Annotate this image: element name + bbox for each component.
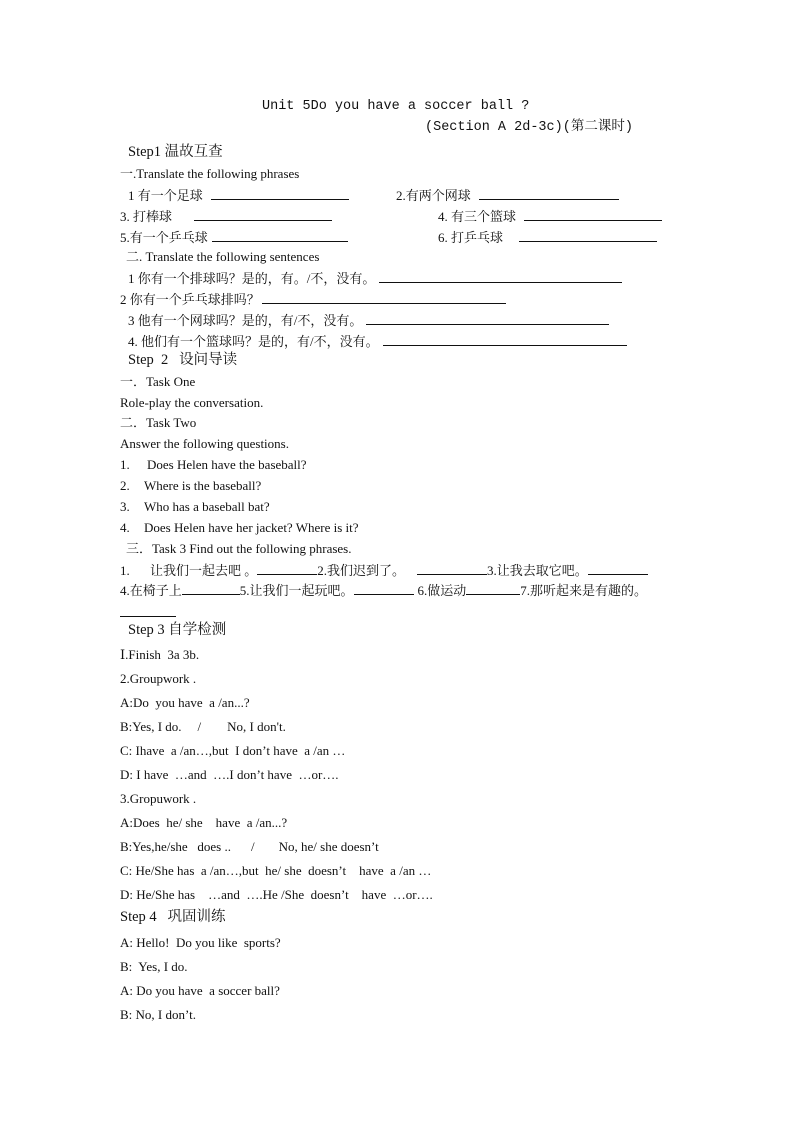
answer-blank[interactable]	[524, 207, 662, 221]
dialog1-line-b: B:Yes, I do. / No, I don't.	[120, 719, 286, 734]
phrase-item-3: 3. 打棒球	[120, 207, 332, 225]
task-three-label: 三．Task 3 Find out the following phrases.	[126, 541, 352, 556]
answer-blank[interactable]	[479, 186, 619, 200]
answer-blank[interactable]	[383, 332, 627, 346]
answer-blank-continuation[interactable]	[120, 616, 176, 617]
step3-item-3: 3.Gropuwork .	[120, 791, 197, 806]
answer-blank[interactable]	[417, 561, 487, 575]
task-three-line-1: 1. 让我们一起去吧 。 2.我们迟到了。 3.让我去取它吧。	[120, 561, 648, 579]
answer-blank[interactable]	[182, 581, 240, 595]
step3-heading: Step 3 自学检测	[128, 622, 227, 638]
sentences-instruction: 二. Translate the following sentences	[126, 249, 320, 264]
answer-blank[interactable]	[194, 207, 332, 221]
sentence-item-4: 4. 他们有一个篮球吗？是的，有/不，没有。	[128, 332, 627, 350]
task-one-text: Role-play the conversation.	[120, 395, 264, 410]
question-4: 4. Does Helen have her jacket? Where is it?	[120, 520, 359, 535]
answer-blank[interactable]	[366, 311, 609, 325]
dialog1-line-c: C: Ihave a /an…,but I don’t have a /an …	[120, 743, 346, 758]
unit-title: Unit 5Do you have a soccer ball ?	[262, 99, 530, 114]
step1-heading: Step1 温故互查	[128, 144, 223, 160]
dialog1-line-d: D: I have …and ….I don’t have …or….	[120, 767, 339, 782]
sentence-item-1: 1 你有一个排球吗？是的，有。/不，没有。	[128, 269, 622, 287]
answer-blank[interactable]	[466, 581, 520, 595]
question-1: 1. Does Helen have the baseball?	[120, 457, 307, 472]
phrases-instruction: 一.Translate the following phrases	[120, 166, 300, 181]
dialog2-line-b: B:Yes,he/she does .. / No, he/ she doesn’t	[120, 839, 379, 854]
answer-blank[interactable]	[519, 228, 657, 242]
task-two-intro: Answer the following questions.	[120, 436, 289, 451]
step4-heading: Step 4 巩固训练	[120, 909, 226, 925]
question-3: 3. Who has a baseball bat?	[120, 499, 270, 514]
phrase-item-2: 2.有两个网球	[396, 186, 619, 204]
step2-heading: Step 2 设问导读	[128, 352, 238, 368]
dialog2-line-c: C: He/She has a /an…,but he/ she doesn’t have a /an …	[120, 863, 432, 878]
sentence-item-3: 3 他有一个网球吗？是的，有/不，没有。	[128, 311, 609, 329]
dialog2-line-a: A:Does he/ she have a /an...?	[120, 815, 288, 830]
step4-line-3: A: Do you have a soccer ball?	[120, 983, 280, 998]
phrase-item-1: 1 有一个足球	[128, 186, 349, 204]
step4-line-4: B: No, I don’t.	[120, 1007, 196, 1022]
step3-item-2: 2.Groupwork .	[120, 671, 197, 686]
answer-blank[interactable]	[262, 290, 506, 304]
answer-blank[interactable]	[354, 581, 414, 595]
question-2: 2. Where is the baseball?	[120, 478, 262, 493]
dialog2-line-d: D: He/She has …and ….He /She doesn’t have …or….	[120, 887, 433, 902]
phrase-item-6: 6. 打乒乓球	[438, 228, 657, 246]
sentence-item-2: 2 你有一个乒乓球排吗？	[120, 290, 506, 308]
task-three-line-2: 4.在椅子上 5.让我们一起玩吧。 6.做运动 7.那听起来是有趣的。	[120, 583, 648, 598]
step4-line-1: A: Hello! Do you like sports?	[120, 935, 281, 950]
section-subtitle: (Section A 2d-3c)(第二课时)	[425, 120, 633, 135]
step4-line-2: B: Yes, I do.	[120, 959, 188, 974]
task-one-label: 一．Task One	[120, 374, 196, 389]
phrase-item-5: 5.有一个乒乓球	[120, 228, 348, 246]
answer-blank[interactable]	[257, 561, 317, 575]
answer-blank[interactable]	[212, 228, 348, 242]
answer-blank[interactable]	[588, 561, 648, 575]
task-two-label: 二．Task Two	[120, 415, 197, 430]
dialog1-line-a: A:Do you have a /an...?	[120, 695, 250, 710]
answer-blank[interactable]	[211, 186, 349, 200]
step3-item-1: Ⅰ.Finish 3a 3b.	[120, 647, 200, 662]
phrase-item-4: 4. 有三个篮球	[438, 207, 662, 225]
answer-blank[interactable]	[379, 269, 622, 283]
